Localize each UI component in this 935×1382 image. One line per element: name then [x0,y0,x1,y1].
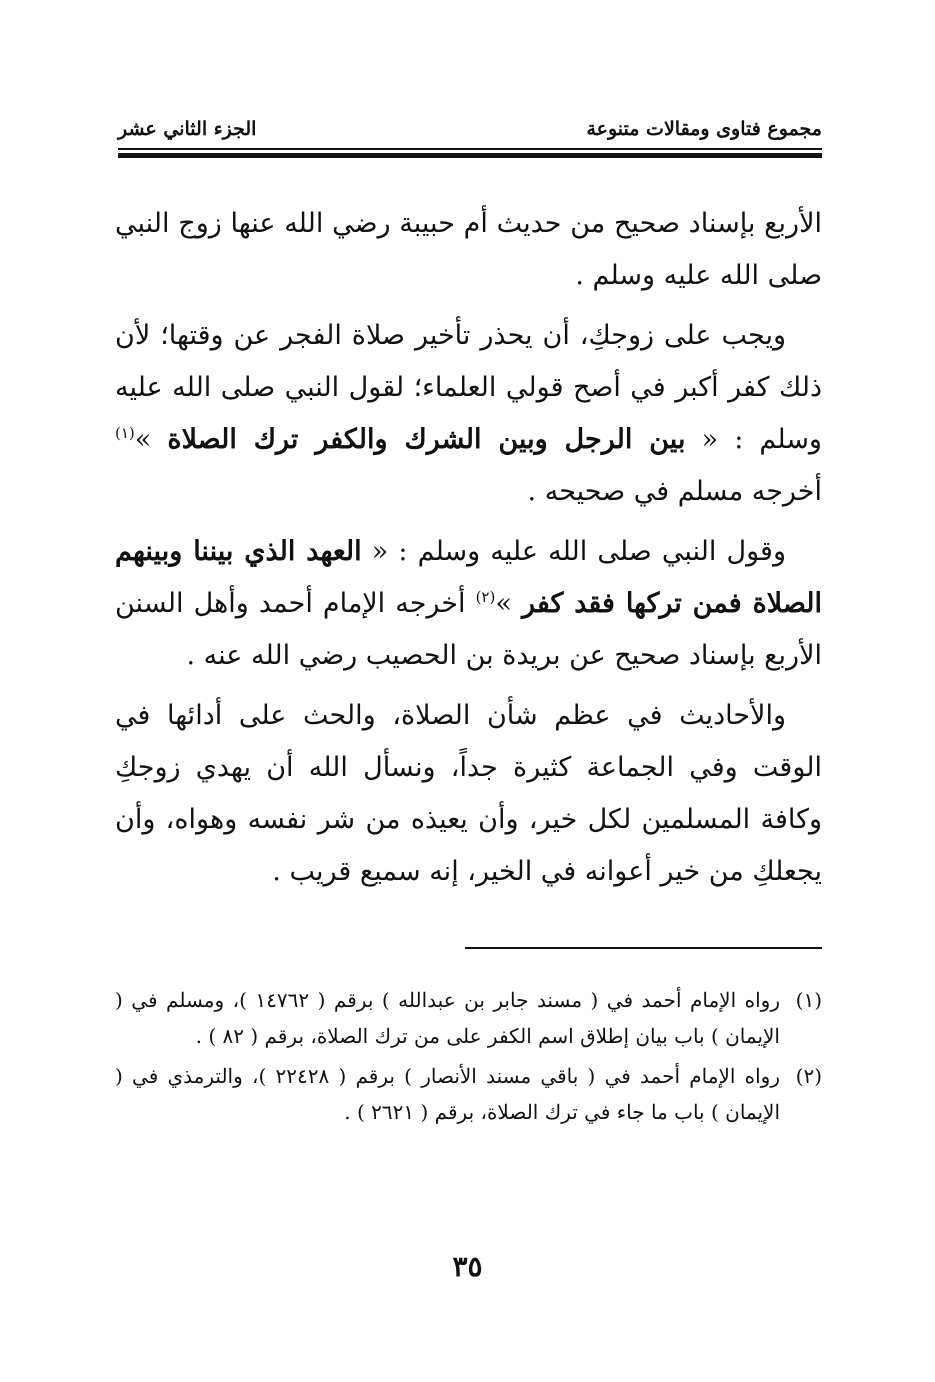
paragraph-3 [115,526,822,682]
footnote-separator [465,947,822,949]
footnote-1 [115,982,822,1054]
header-rule-thick [118,153,822,158]
quote-close-2: » [495,588,512,619]
quote-close-1: » [134,424,152,455]
running-header [118,118,822,152]
paragraph-4: والأحاديث في عظم شأن الصلاة، والحث على أدائها في الوقت وفي الجماعة كثيرة جداً، ونسأل الله أن يهدي زوجكِ وكافة المسلمين لكل خير، وأن يعيذه من شر نفسه وهواه، وأن يجعلكِ من خير أعوانه في الخير، إنه سميع قريب . [115,700,822,887]
header-rule-thin [118,148,822,150]
hadith-quote-1: بين الرجل وبين الشرك والكفر ترك الصلاة [167,424,686,455]
page-number: ٣٥ [452,1250,483,1283]
paragraph-2-intro: ويجب على زوجكِ، أن يحذر تأخير صلاة الفجر عن وقتها؛ لأن ذلك كفر أكبر في أصح قولي العلماء؛ لقول النبي صلى الله عليه وسلم : « [115,320,822,455]
footnote-number: (١) [795,988,822,1012]
footnote-ref-2: (٢) [475,588,496,606]
footnote-ref-1: (١) [115,424,135,442]
paragraph-3-intro: وقول النبي صلى الله عليه وسلم : « [371,536,786,567]
book-title: مجموع فتاوى ومقالات متنوعة [586,118,822,140]
main-text [115,198,822,906]
hadith-quote-2: العهد الذي بيننا وبينهم الصلاة فمن تركها فقد كفر [115,536,822,619]
footnote-text: رواه الإمام أحمد في ( باقي مسند الأنصار ) برقم ( ٢٢٤٢٨ )، والترمذي في ( الإيمان ) باب ما جاء في ترك الصلاة، برقم ( ٢٦٢١ ) . [115,1064,780,1124]
paragraph-2 [115,310,822,518]
footnote-text: رواه الإمام أحمد في ( مسند جابر بن عبدالله ) برقم ( ١٤٧٦٢ )، ومسلم في ( الإيمان ) باب بيان إطلاق اسم الكفر على من ترك الصلاة، برقم ( ٨٢ ) . [115,988,780,1048]
paragraph-1: الأربع بإسناد صحيح من حديث أم حبيبة رضي الله عنها زوج النبي صلى الله عليه وسلم . [115,208,822,291]
paragraph-2-source: أخرجه مسلم في صحيحه . [527,476,822,507]
footnote-number: (٢) [795,1064,822,1088]
footnote-2 [115,1058,822,1130]
footnotes [115,982,822,1134]
paragraph-3-source: أخرجه الإمام أحمد وأهل السنن الأربع بإسناد صحيح عن بريدة بن الحصيب رضي الله عنه . [115,588,822,671]
volume-label: الجزء الثاني عشر [118,118,257,140]
